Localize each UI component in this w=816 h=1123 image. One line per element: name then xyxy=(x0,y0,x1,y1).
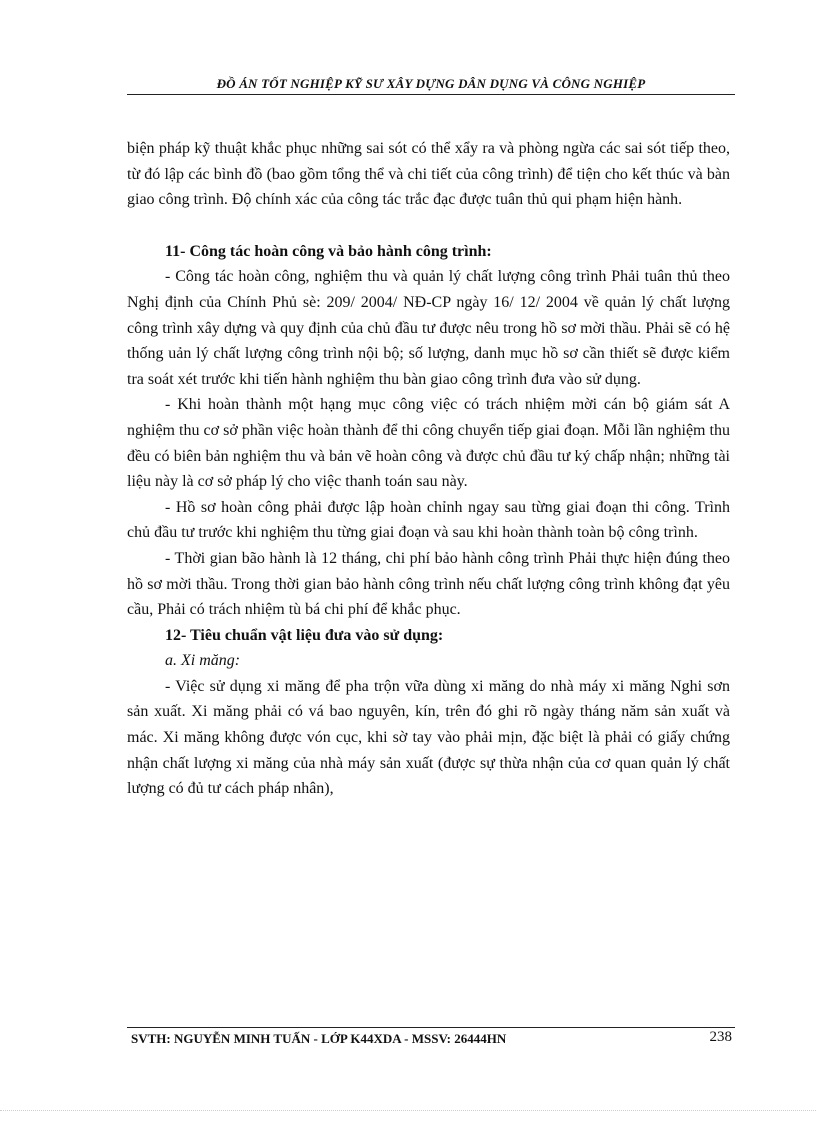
footer-student-info: SVTH: NGUYỄN MINH TUẤN - LỚP K44XDA - MSSV: 26444HN xyxy=(131,1031,507,1046)
page-number: 238 xyxy=(709,1029,732,1045)
subsection-cement: a. Xi măng: xyxy=(165,652,241,670)
paragraph-continued: biện pháp kỹ thuật khắc phục những sai sót có thể xẩy ra và phòng ngừa các sai sót tiếp theo, từ đó lập các bình đồ (bao gồm tổng thể và chi tiết của công trình) để tiện cho kết thúc và bàn giao công trình. Độ chính xác của công tác trắc đạc được tuân thủ qui phạm hiện hành. xyxy=(127,140,730,209)
paragraph-warranty: - Thời gian bão hành là 12 tháng, chi phí bảo hành công trình Phải thực hiện đúng theo hồ sơ mời thầu. Trong thời gian bảo hành công trình nếu chất lượng công trình không đạt yêu cầu, Phải có trách nhiệm tù bá chi phí để khắc phục. xyxy=(127,549,730,619)
paragraph-acceptance: - Khi hoàn thành một hạng mục công việc có trách nhiệm mời cán bộ giám sát A nghiệm thu cơ sở phần việc hoàn thành để thi công chuyển tiếp giai đoạn. Mỗi lần nghiệm thu đều có biên bản nghiệm thu và bản vẽ hoàn công và được chủ đầu tư ký chấp nhận; những tài liệu này là cơ sở pháp lý cho việc thanh toán sau này. xyxy=(127,396,730,491)
footer-divider xyxy=(127,1027,735,1028)
page-bottom-edge xyxy=(0,1110,816,1111)
paragraph-completion-quality: - Công tác hoàn công, nghiệm thu và quản lý chất lượng công trình Phải tuân thủ theo Nghị định của Chính Phủ sè: 209/ 2004/ NĐ-CP ngày 16/ 12/ 2004 về quản lý chất lượng công trình xây dựng và quy định của chủ đầu tư được nêu trong hồ sơ mời thầu. Phải sẽ có hệ thống uản lý chất lượng công trình nội bộ; số lượng, danh mục hồ sơ cần thiết sẽ được kiểm tra soát xét trước khi tiến hành nghiệm thu bàn giao công trình đưa vào sử dụng. xyxy=(127,268,730,388)
section-heading-12: 12- Tiêu chuẩn vật liệu đưa vào sử dụng: xyxy=(165,626,444,644)
page-header-title: ĐỒ ÁN TỐT NGHIỆP KỸ SƯ XÂY DỰNG DÂN DỤNG VÀ CÔNG NGHIỆP xyxy=(216,76,646,91)
section-heading-11: 11- Công tác hoàn công và bảo hành công trình: xyxy=(165,242,492,260)
document-body xyxy=(127,136,730,802)
paragraph-as-built-records: - Hồ sơ hoàn công phải được lập hoàn chỉnh ngay sau từng giai đoạn thi công. Trình chủ đầu tư trước khi nghiệm thu từng giai đoạn và sau khi hoàn thành toàn bộ công trình. xyxy=(127,498,730,542)
header-divider xyxy=(127,94,735,95)
paragraph-cement: - Việc sử dụng xi măng để pha trộn vữa dùng xi măng do nhà máy xi măng Nghi sơn sản xuất. Xi măng phải có vá bao nguyên, kín, trên đó ghi rõ ngày tháng năm sản xuất và mác. Xi măng không được vón cục, khi sờ tay vào phải mịn, đặc biệt là phải có giấy chứng nhận chất lượng xi măng của nhà máy sản xuất (được sự thừa nhận của cơ quan quản lý chất lượng có đủ tư cách pháp nhân), xyxy=(127,677,730,798)
